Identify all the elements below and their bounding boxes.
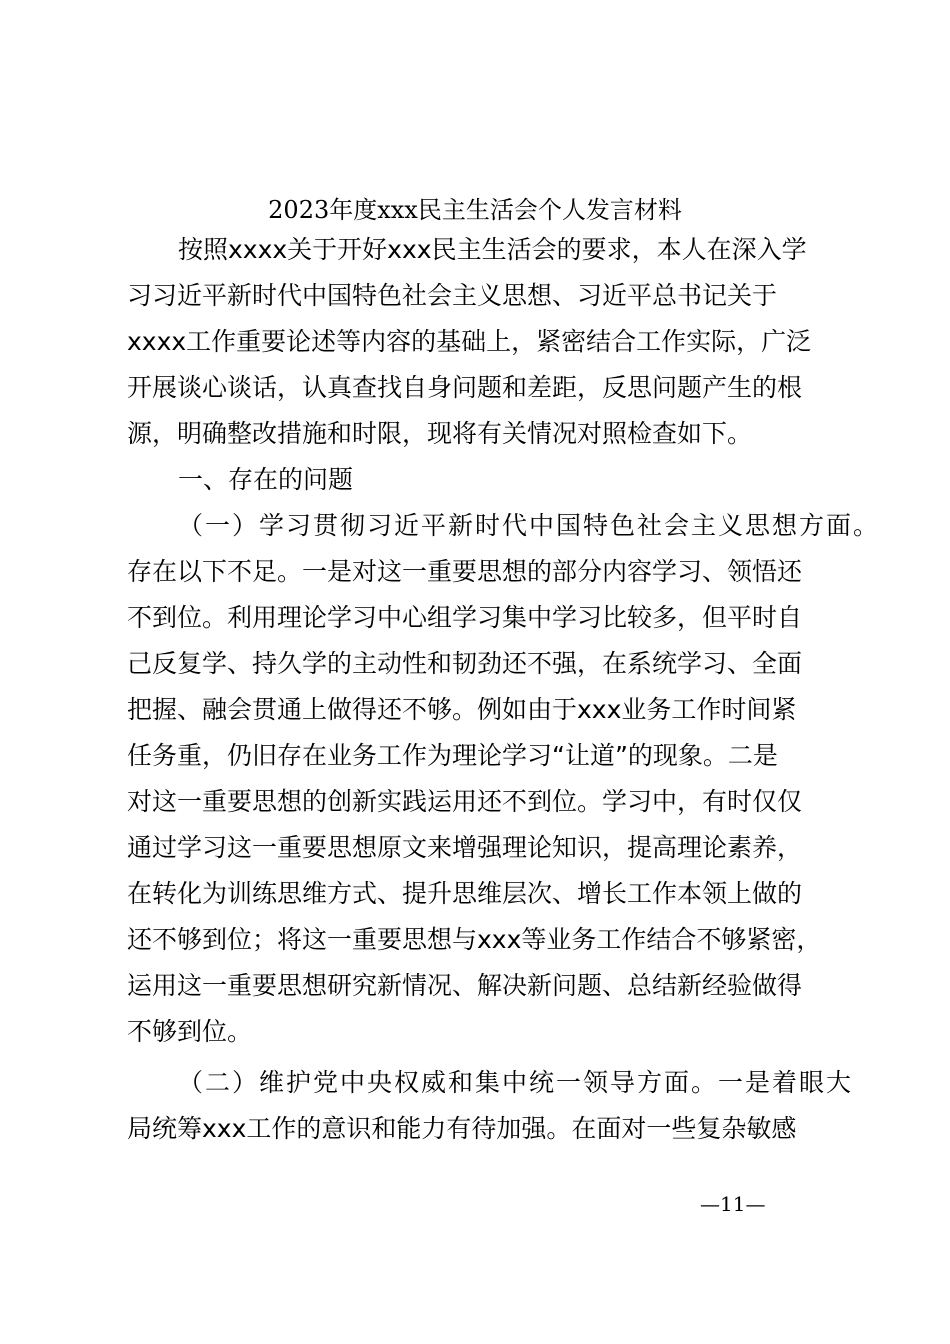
paragraph-line: 通过学习这一重要思想原文来增强理论知识，提高理论素养， [127, 833, 803, 862]
subsection-heading: （二）维护党中央权威和集中统一领导方面。一是着眼大 [178, 1068, 854, 1097]
paragraph-line: xxxx工作重要论述等内容的基础上，紧密结合工作实际，广泛 [127, 327, 812, 356]
paragraph-line: 还不够到位；将这一重要思想与xxx等业务工作结合不够紧密， [127, 925, 822, 954]
paragraph-line: 对这一重要思想的创新实践运用还不到位。学习中，有时仅仅 [127, 787, 803, 816]
paragraph-line: 在转化为训练思维方式、提升思维层次、增长工作本领上做的 [127, 879, 803, 908]
paragraph-line: 己反复学、持久学的主动性和韧劲还不强，在系统学习、全面 [127, 649, 803, 678]
paragraph-line: 运用这一重要思想研究新情况、解决新问题、总结新经验做得 [127, 971, 803, 1000]
subsection-heading: （一）学习贯彻习近平新时代中国特色社会主义思想方面。 [178, 511, 881, 540]
document-title: 2023年度xxx民主生活会个人发言材料 [268, 196, 682, 224]
paragraph-line: 源，明确整改措施和时限，现将有关情况对照检查如下。 [127, 419, 753, 448]
paragraph-line: 不够到位。 [127, 1017, 253, 1046]
paragraph-line: 把握、融会贯通上做得还不够。例如由于xxx业务工作时间紧 [127, 695, 797, 724]
paragraph-line: 按照xxxx关于开好xxx民主生活会的要求，本人在深入学 [178, 235, 807, 264]
paragraph-line: 习习近平新时代中国特色社会主义思想、习近平总书记关于 [127, 281, 778, 310]
paragraph-line: 开展谈心谈话，认真查找自身问题和差距，反思问题产生的根 [127, 373, 803, 402]
page-number: —11— [700, 1192, 766, 1216]
paragraph-line: 局统筹xxx工作的意识和能力有待加强。在面对一些复杂敏感 [127, 1114, 797, 1143]
paragraph-line: 不到位。利用理论学习中心组学习集中学习比较多，但平时自 [127, 603, 803, 632]
section-heading: 一、存在的问题 [178, 465, 354, 494]
paragraph-line: 任务重，仍旧存在业务工作为理论学习“让道”的现象。二是 [127, 741, 778, 770]
paragraph-line: 存在以下不足。一是对这一重要思想的部分内容学习、领悟还 [127, 557, 803, 586]
